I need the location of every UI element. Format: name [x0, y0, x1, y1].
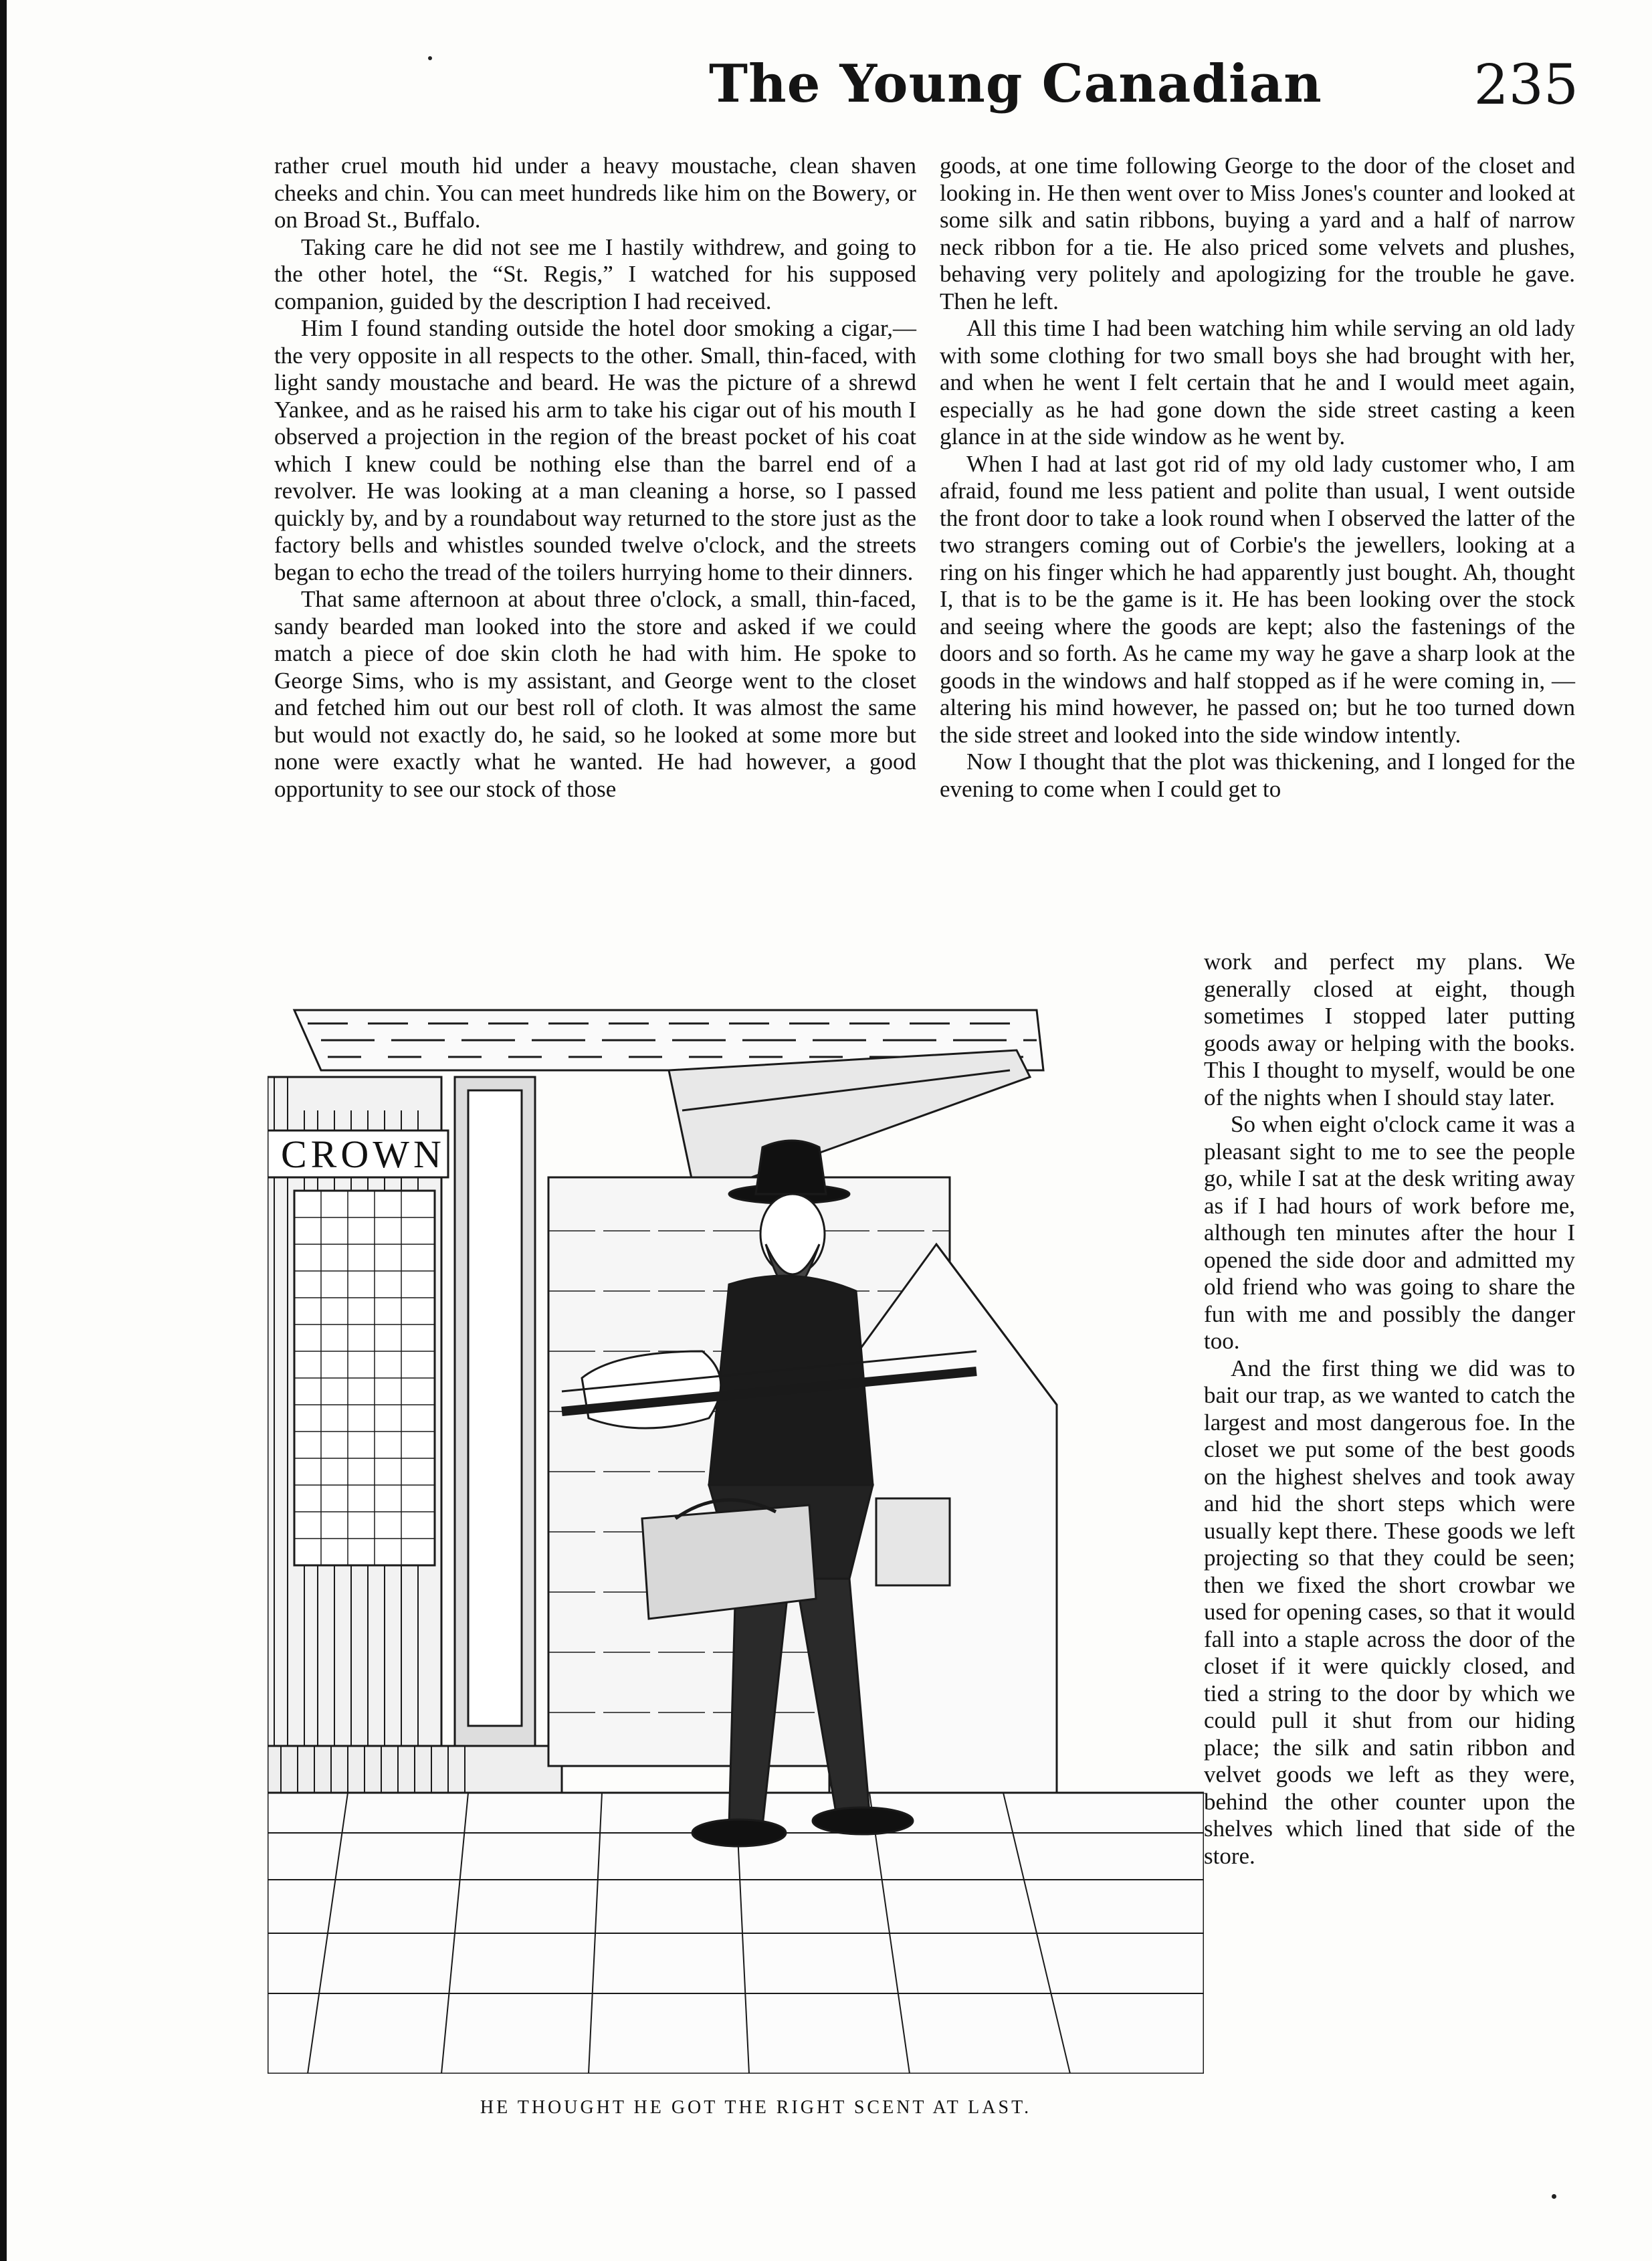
- paragraph: Now I thought that the plot was thickening, and I longed for the evening to come when I could get to: [940, 749, 1575, 802]
- paragraph: rather cruel mouth hid under a heavy moustache, clean shaven cheeks and chin. You can meet hundreds like him on the Bowery, or on Broad St., Buffalo.: [274, 153, 916, 233]
- paragraph: goods, at one time following George to the door of the closet and looking in. He then went over to Miss Jones's counter and looked at some silk and satin ribbons, buying a yard and a half of narrow neck ribbon for a tie. He also priced some velvets and plushes, behaving very politely and apologizing for the trouble he gave. Then he left.: [940, 153, 1575, 314]
- page-header: [281, 47, 1578, 134]
- left-margin-rule: [0, 0, 7, 2261]
- paragraph: When I had at last got rid of my old lady customer who, I am afraid, found me less patient and polite than usual, I went outside the front door to take a look round when I observed the latter of the two strangers coming out of Corbie's the jewellers, looking at a ring on his finger which he had apparently just bought. Ah, thought I, that is to be the game is it. He has been looking over the stock and seeing where the goods are kept; also the fastenings of the doors and so forth. As he came my way he gave a sharp look at the goods in the windows and half stopped as if he were coming in, —altering his mind however, he passed on; but he too turned down the side street and looked into the side window intently.: [940, 450, 1575, 748]
- paragraph: Taking care he did not see me I hastily withdrew, and going to the other hotel, the “St. Regis,” I watched for his supposed companion, guided by the description I had received.: [274, 233, 916, 314]
- left-column-text: [274, 153, 916, 803]
- journal-title: The Young Canadian: [709, 54, 1322, 114]
- page-number: 235: [1473, 54, 1578, 117]
- paragraph: work and perfect my plans. We generally closed at eight, though sometimes I stopped later putting goods away or helping with the books. This I thought to myself, would be one of the nights when I should stay later.: [1204, 949, 1575, 1110]
- paragraph: So when eight o'clock came it was a pleasant sight to me to see the people go, while I sat at the desk writing away as if I had hours of work before me, although ten minutes after the hour I opened the side door and admitted my old friend who was going to share the fun with me and possibly the danger too.: [1204, 1111, 1575, 1354]
- right-column-text: [940, 153, 1575, 803]
- illustration-caption: HE THOUGHT HE GOT THE RIGHT SCENT AT LAST.: [480, 2097, 1032, 2118]
- shop-sign-text: CROWN: [281, 1133, 445, 1176]
- print-speck: [1552, 2194, 1556, 2199]
- paragraph: And the first thing we did was to bait our trap, as we wanted to catch the largest and most dangerous foe. In the closet we put some of the best goods on the highest shelves and took away and hid the short steps which were usually kept there. These goods we left projecting so that they could be seen; then we fixed the short crowbar we used for opening cases, so that it would fall into a staple across the door of the closet if it were quickly closed, and tied a string to the door by which we could pull it shut from our hiding place; the silk and satin ribbon and velvet goods we left as they were, behind the other counter upon the shelves which lined that side of the store.: [1204, 1355, 1575, 1869]
- paragraph: That same afternoon at about three o'clock, a small, thin-faced, sandy bearded man looked into the store and asked if we could match a piece of doe skin cloth he had with him. He spoke to George Sims, who is my assistant, and George went to the closet and fetched him out our best roll of cloth. It was almost the same but would not exactly do, he said, so he looked at some more but none were exactly what he wanted. He had however, a good opportunity to see our stock of those: [274, 586, 916, 802]
- paragraph: Him I found standing outside the hotel door smoking a cigar,—the very opposite in all respects to the other. Small, thin-faced, with light sandy moustache and beard. He was the picture of a shrewd Yankee, and as he raised his arm to take his cigar out of his mouth I observed a projection in the region of the breast pocket of his coat which I knew could be nothing else than the barrel end of a revolver. He was looking at a man cleaning a horse, so I passed quickly by, and by a roundabout way returned to the store just as the factory bells and whistles sounded twelve o'clock, and the streets began to echo the tread of the toilers hurrying home to their dinners.: [274, 315, 916, 585]
- right-column-wrapped-text: [1204, 949, 1575, 1870]
- engraving-illustration: [268, 977, 1204, 2074]
- paragraph: All this time I had been watching him while serving an old lady with some clothing for two small boys she had brought with her, and when he went I felt certain that he and I would meet again, especially as he had gone down the side street casting a keen glance in at the side window as he went by.: [940, 315, 1575, 450]
